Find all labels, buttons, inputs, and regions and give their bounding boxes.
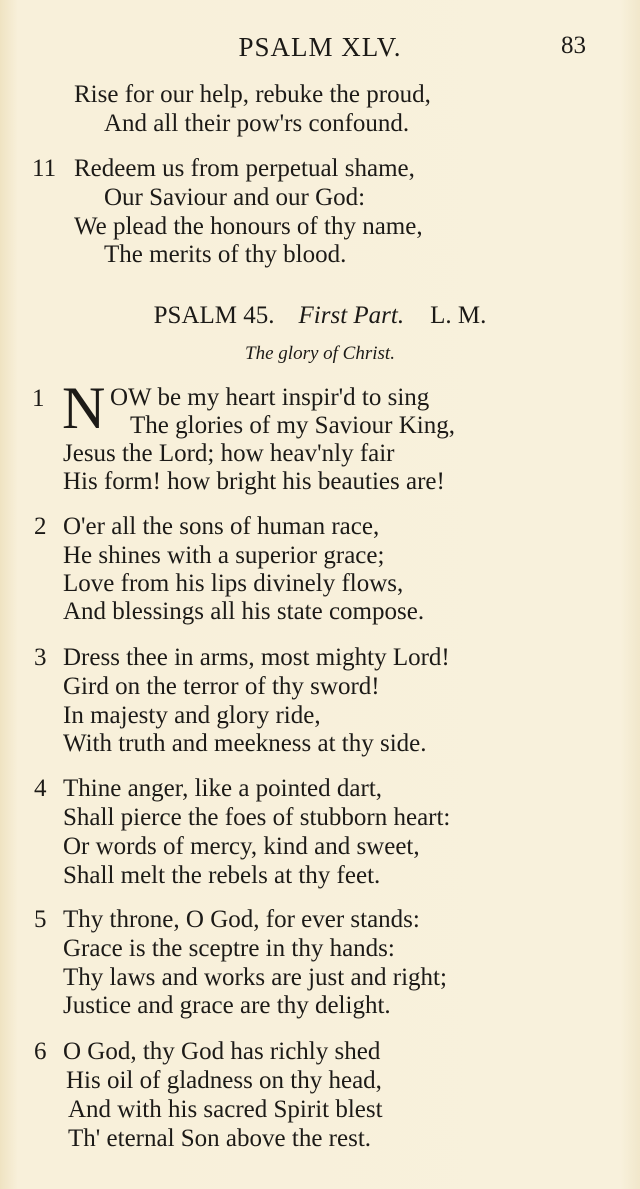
verse-line: He shines with a superior grace; (63, 542, 385, 569)
verse-line: O'er all the sons of human race, (63, 513, 380, 540)
verse-line: We plead the honours of thy name, (74, 213, 423, 240)
verse-line: In majesty and glory ride, (63, 702, 321, 729)
running-header: PSALM XLV. (238, 32, 402, 62)
psalm-title: PSALM 45. (153, 302, 275, 329)
verse-line: Our Saviour and our God: (104, 184, 366, 211)
verse-line: Rise for our help, rebuke the proud, (74, 81, 431, 108)
verse-number: 2 (34, 513, 47, 540)
psalm-heading (0, 302, 640, 330)
drop-cap: N (62, 375, 106, 441)
verse-line: And blessings all his state compose. (63, 598, 425, 625)
psalm-subtitle: The glory of Christ. (245, 343, 395, 364)
psalm-part: First Part. (298, 302, 405, 329)
page-number: 83 (561, 32, 586, 59)
verse-line: His form! how bright his beauties are! (63, 468, 445, 495)
verse-line: Justice and grace are thy delight. (63, 992, 391, 1019)
verse-line: Redeem us from perpetual shame, (74, 155, 415, 182)
verse-line: Love from his lips divinely flows, (63, 570, 404, 597)
verse-number: 4 (34, 775, 47, 802)
verse-line: And with his sacred Spirit blest (68, 1096, 383, 1123)
verse-line: Jesus the Lord; how heav'nly fair (63, 440, 395, 467)
verse-line: The glories of my Saviour King, (130, 412, 455, 439)
verse-line: The merits of thy blood. (104, 241, 347, 268)
verse-number: 1 (32, 385, 45, 412)
verse-line: With truth and meekness at thy side. (63, 730, 427, 757)
psalm-meter: L. M. (430, 302, 487, 329)
verse-line: Thy laws and works are just and right; (63, 964, 447, 991)
verse-line: OW be my heart inspir'd to sing (110, 384, 430, 411)
verse-line: Shall melt the rebels at thy feet. (63, 862, 381, 889)
verse-line: Thy throne, O God, for ever stands: (63, 906, 420, 933)
verse-number: 11 (32, 155, 57, 182)
verse-number: 5 (34, 906, 47, 933)
verse-line: Shall pierce the foes of stubborn heart: (63, 804, 451, 831)
verse-number: 3 (34, 644, 47, 671)
verse-number: 6 (34, 1038, 47, 1065)
verse-line: His oil of gladness on thy head, (66, 1067, 382, 1094)
verse-line: O God, thy God has richly shed (63, 1038, 381, 1065)
verse-line: Dress thee in arms, most mighty Lord! (63, 644, 450, 671)
verse-line: Gird on the terror of thy sword! (63, 673, 380, 700)
verse-line: Thine anger, like a pointed dart, (63, 775, 383, 802)
verse-line: Or words of mercy, kind and sweet, (63, 833, 420, 860)
verse-line: Th' eternal Son above the rest. (68, 1125, 372, 1152)
verse-line: And all their pow'rs confound. (104, 110, 410, 137)
verse-line: Grace is the sceptre in thy hands: (63, 935, 395, 962)
